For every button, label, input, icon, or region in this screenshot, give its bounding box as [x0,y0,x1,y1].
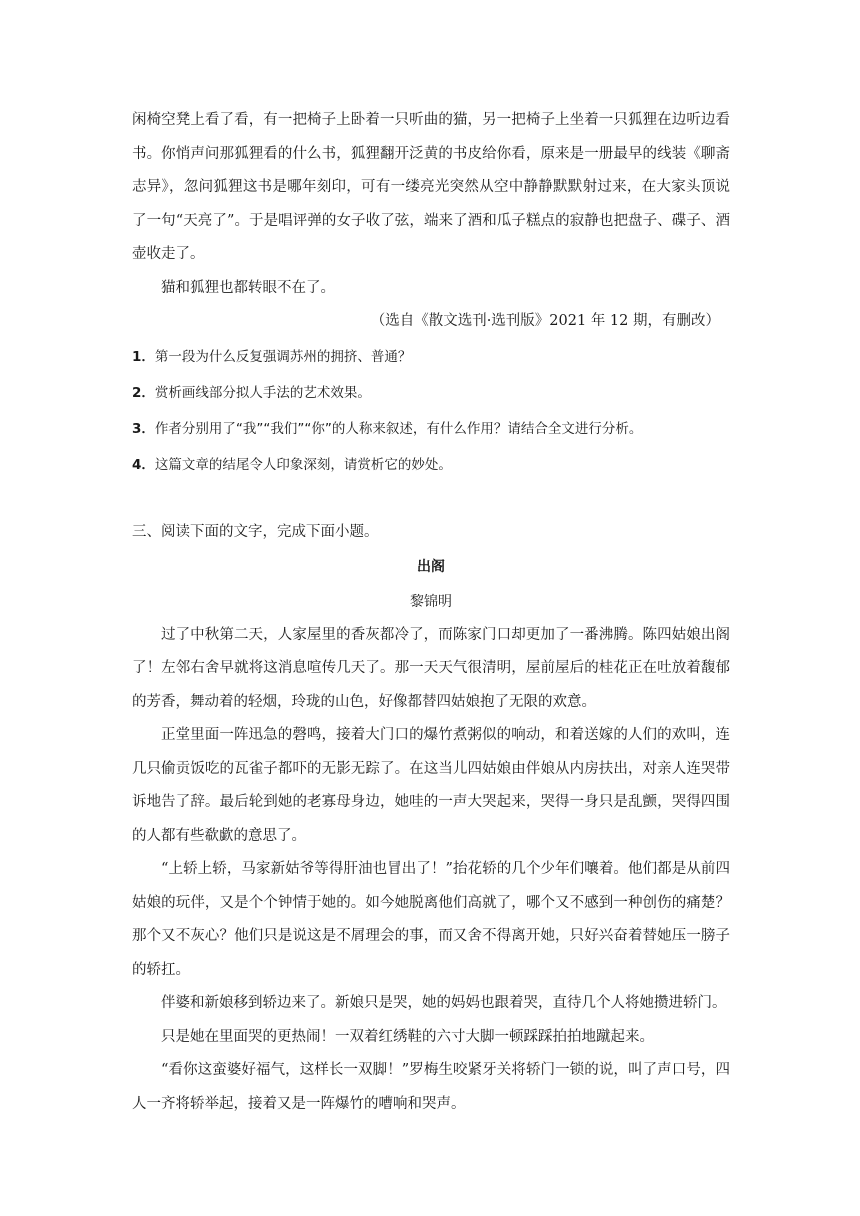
question-text: 作者分别用了“我”“我们”“你”的人称来叙述，有什么作用？请结合全文进行分析。 [154,420,643,437]
question-number: 3． [132,420,155,437]
question-number: 1． [132,348,155,365]
question-item [132,375,730,411]
passage-paragraph: 猫和狐狸也都转眼不在了。 [161,279,335,296]
question-text: 这篇文章的结尾令人印象深刻，请赏析它的妙处。 [154,456,452,473]
source-citation: （选自《散文选刊·选刊版》2021 年 12 期，有删改） [370,313,720,329]
article-paragraph: 过了中秋第二天，人家屋里的香灰都冷了，而陈家门口却更加了一番沸腾。陈四姑娘出阁了！左邻右舍早就将这消息喧传几天了。那一天天气很清明，屋前屋后的桂花正在吐放着馥郁的芳香，舞动着的轻烟，玲珑的山色，好像都替四姑娘抱了无限的欢意。 [132,626,730,710]
spacer [132,483,730,515]
question-item [132,411,730,447]
question-item [132,339,730,375]
document-page [132,104,730,1121]
article-paragraph: 只是她在里面哭的更热闹！一双着红绣鞋的六寸大脚一顿踩踩拍拍地蹴起来。 [161,1028,654,1045]
article-paragraph: “看你这蛮婆好福气，这样长一双脚！”罗梅生咬紧牙关将轿门一锁的说，叫了声口号，四人一齐将轿举起，接着又是一阵爆竹的嘈响和哭声。 [132,1062,730,1112]
passage-paragraph: 闲椅空凳上看了看，有一把椅子上卧着一只听曲的猫，另一把椅子上坐着一只狐狸在边听边看书。你悄声问那狐狸看的什么书，狐狸翻开泛黄的书皮给你看，原来是一册最早的线装《聊斋志异》，忽问狐狸这书是哪年刻印，可有一缕亮光突然从空中静静默默射过来，在大家头顶说了一句“天亮了”。于是唱评弹的女子收了弦，端来了酒和瓜子糕点的寂静也把盘子、碟子、酒壶收走了。 [132,112,730,262]
article-paragraph: “上轿上轿，马家新姑爷等得肝油也冒出了！”抬花轿的几个少年们嚷着。他们都是从前四姑娘的玩伴，又是个个钟情于她的。如今她脱离他们高就了，哪个又不感到一种创伤的痛楚？那个又不灰心？他们只是说这是不屑理会的事，而又舍不得离开她，只好兴奋着替她压一膀子的轿扛。 [132,861,730,978]
article-paragraph: 伴婆和新娘移到轿边来了。新娘只是哭，她的妈妈也跟着哭，直待几个人将她攒进轿门。 [161,995,727,1011]
question-number: 2． [132,384,155,401]
question-number: 4． [132,456,155,473]
article-paragraph: 正堂里面一阵迅急的磬鸣，接着大门口的爆竹煮粥似的响动，和着送嫁的人们的欢叫，连几只偷贡饭吃的瓦雀子都吓的无影无踪了。在这当儿四姑娘由伴娘从内房扶出，对亲人连哭带诉地告了辞。最后轮到她的老寡母身边，她哇的一声大哭起来，哭得一身只是乱颤，哭得四围的人都有些欷歔的意思了。 [132,727,730,844]
question-list [132,339,730,483]
article-title: 出阁 [417,558,445,575]
question-item [132,447,730,483]
article-author: 黎锦明 [410,593,452,610]
question-text: 第一段为什么反复强调苏州的拥挤、普通？ [154,348,412,365]
section-heading: 三、阅读下面的文字，完成下面小题。 [132,523,379,540]
question-text: 赏析画线部分拟人手法的艺术效果。 [154,384,371,401]
